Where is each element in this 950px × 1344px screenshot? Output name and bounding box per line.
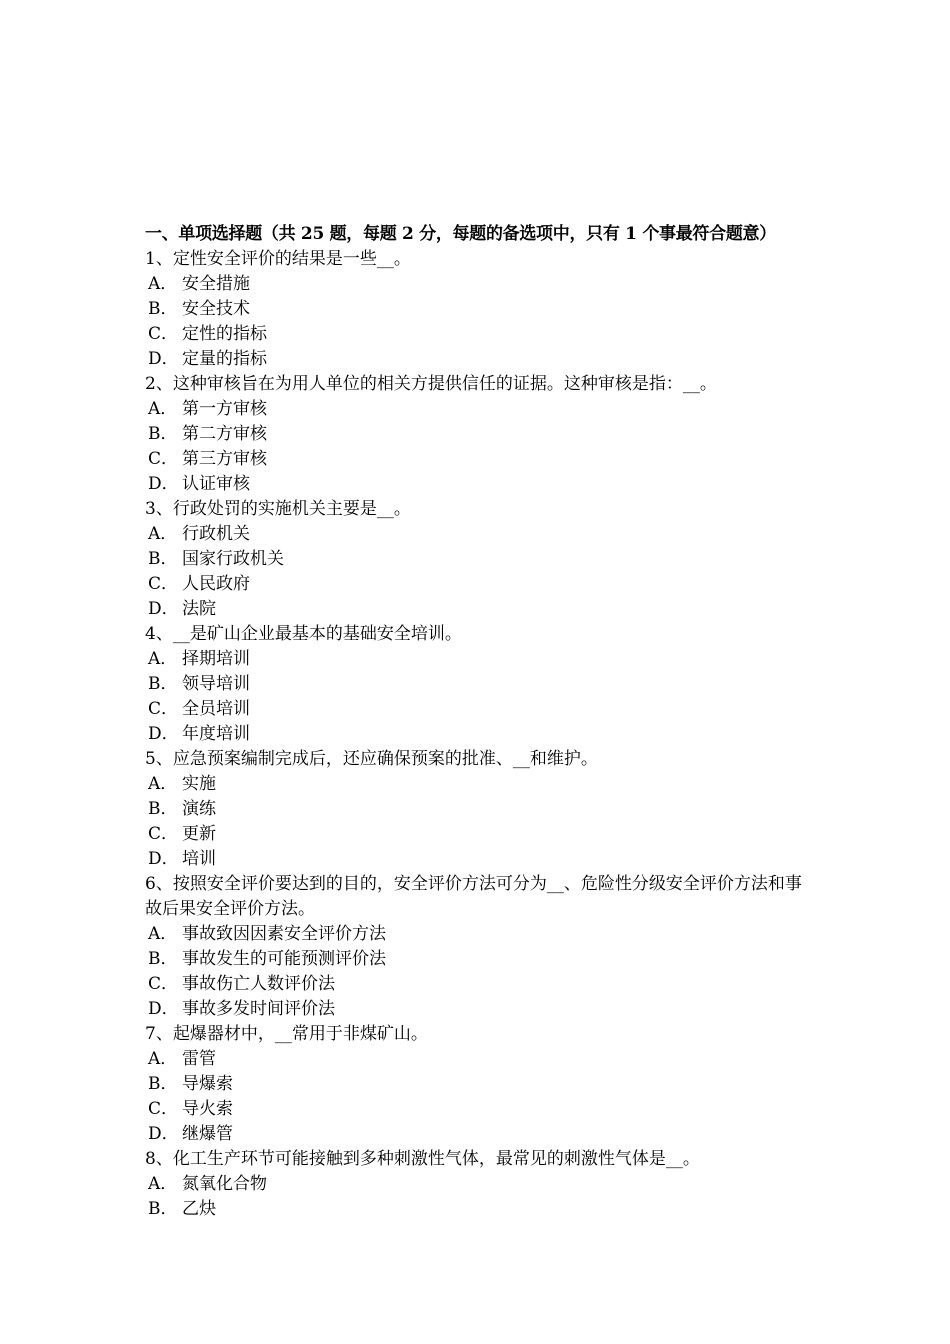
option-text: 全员培训: [182, 699, 250, 719]
option-text: 择期培训: [182, 649, 250, 669]
option-text: 事故致因因素安全评价方法: [182, 924, 386, 944]
option-letter: B．: [148, 424, 178, 444]
answer-option: [145, 1072, 825, 1097]
option-text: 安全技术: [182, 299, 250, 319]
option-text: 培训: [182, 849, 216, 869]
answer-option: [145, 772, 825, 797]
question-stem: 6、按照安全评价要达到的目的，安全评价方法可分为__、危险性分级安全评价方法和事故后果安全评价方法。: [145, 874, 802, 919]
option-text: 事故发生的可能预测评价法: [182, 949, 386, 969]
question-block: [145, 1147, 825, 1222]
option-letter: C．: [148, 824, 179, 844]
option-letter: D．: [148, 724, 179, 744]
question-block: [145, 747, 825, 872]
option-letter: D．: [148, 849, 179, 869]
question-block: [145, 497, 825, 622]
option-letter: C．: [148, 699, 179, 719]
option-letter: B．: [148, 949, 178, 969]
answer-option: [145, 572, 825, 597]
question-block: [145, 247, 825, 372]
option-letter: D．: [148, 999, 179, 1019]
option-text: 行政机关: [182, 524, 250, 544]
option-letter: C．: [148, 324, 179, 344]
question-stem: 8、化工生产环节可能接触到多种刺激性气体，最常见的刺激性气体是__。: [145, 1149, 700, 1169]
option-letter: B．: [148, 799, 178, 819]
document-page: [145, 222, 825, 1222]
option-text: 更新: [182, 824, 216, 844]
option-text: 继爆管: [182, 1124, 233, 1144]
question-block: [145, 1022, 825, 1147]
option-text: 演练: [182, 799, 216, 819]
question-stem: 1、定性安全评价的结果是一些__。: [145, 249, 411, 269]
option-letter: A．: [148, 649, 178, 669]
option-letter: C．: [148, 449, 179, 469]
option-text: 国家行政机关: [182, 549, 284, 569]
answer-option: [145, 722, 825, 747]
option-letter: C．: [148, 974, 179, 994]
option-letter: D．: [148, 599, 179, 619]
answer-option: [145, 1097, 825, 1122]
option-text: 定量的指标: [182, 349, 267, 369]
option-text: 定性的指标: [182, 324, 267, 344]
option-letter: D．: [148, 1124, 179, 1144]
option-letter: A．: [148, 774, 178, 794]
question-list: [145, 247, 825, 1222]
option-text: 雷管: [182, 1049, 216, 1069]
option-text: 导爆索: [182, 1074, 233, 1094]
option-text: 年度培训: [182, 724, 250, 744]
answer-option: [145, 1197, 825, 1222]
option-letter: B．: [148, 549, 178, 569]
answer-option: [145, 272, 825, 297]
answer-option: [145, 847, 825, 872]
answer-option: [145, 797, 825, 822]
question-stem: 2、这种审核旨在为用人单位的相关方提供信任的证据。这种审核是指：__。: [145, 374, 717, 394]
option-text: 领导培训: [182, 674, 250, 694]
option-letter: A．: [148, 1049, 178, 1069]
option-text: 乙炔: [182, 1199, 216, 1219]
option-text: 第二方审核: [182, 424, 267, 444]
answer-option: [145, 922, 825, 947]
question-block: [145, 872, 825, 1022]
answer-option: [145, 297, 825, 322]
question-stem: 4、__是矿山企业最基本的基础安全培训。: [145, 624, 462, 644]
option-letter: B．: [148, 1074, 178, 1094]
answer-option: [145, 997, 825, 1022]
option-text: 安全措施: [182, 274, 250, 294]
option-letter: B．: [148, 674, 178, 694]
answer-option: [145, 347, 825, 372]
answer-option: [145, 947, 825, 972]
option-letter: C．: [148, 574, 179, 594]
option-letter: C．: [148, 1099, 179, 1119]
option-letter: A．: [148, 524, 178, 544]
question-stem: 5、应急预案编制完成后，还应确保预案的批准、__和维护。: [145, 749, 598, 769]
answer-option: [145, 697, 825, 722]
answer-option: [145, 522, 825, 547]
option-text: 事故伤亡人数评价法: [182, 974, 335, 994]
question-stem: 7、起爆器材中，__常用于非煤矿山。: [145, 1024, 428, 1044]
answer-option: [145, 547, 825, 572]
option-text: 第一方审核: [182, 399, 267, 419]
answer-option: [145, 1172, 825, 1197]
answer-option: [145, 397, 825, 422]
option-text: 实施: [182, 774, 216, 794]
answer-option: [145, 422, 825, 447]
answer-option: [145, 672, 825, 697]
answer-option: [145, 1047, 825, 1072]
option-text: 导火索: [182, 1099, 233, 1119]
option-letter: D．: [148, 474, 179, 494]
option-text: 认证审核: [182, 474, 250, 494]
option-letter: A．: [148, 1174, 178, 1194]
option-letter: A．: [148, 399, 178, 419]
option-letter: B．: [148, 1199, 178, 1219]
option-letter: A．: [148, 274, 178, 294]
option-text: 法院: [182, 599, 216, 619]
answer-option: [145, 597, 825, 622]
answer-option: [145, 447, 825, 472]
answer-option: [145, 822, 825, 847]
answer-option: [145, 647, 825, 672]
option-text: 事故多发时间评价法: [182, 999, 335, 1019]
option-text: 第三方审核: [182, 449, 267, 469]
question-stem: 3、行政处罚的实施机关主要是__。: [145, 499, 411, 519]
option-letter: D．: [148, 349, 179, 369]
option-text: 人民政府: [182, 574, 250, 594]
answer-option: [145, 322, 825, 347]
question-block: [145, 372, 825, 497]
option-letter: B．: [148, 299, 178, 319]
option-text: 氮氧化合物: [182, 1174, 267, 1194]
section-title: 一、单项选择题（共 25 题，每题 2 分，每题的备选项中，只有 1 个事最符合题意）: [145, 224, 776, 244]
option-letter: A．: [148, 924, 178, 944]
question-block: [145, 622, 825, 747]
answer-option: [145, 472, 825, 497]
answer-option: [145, 1122, 825, 1147]
answer-option: [145, 972, 825, 997]
